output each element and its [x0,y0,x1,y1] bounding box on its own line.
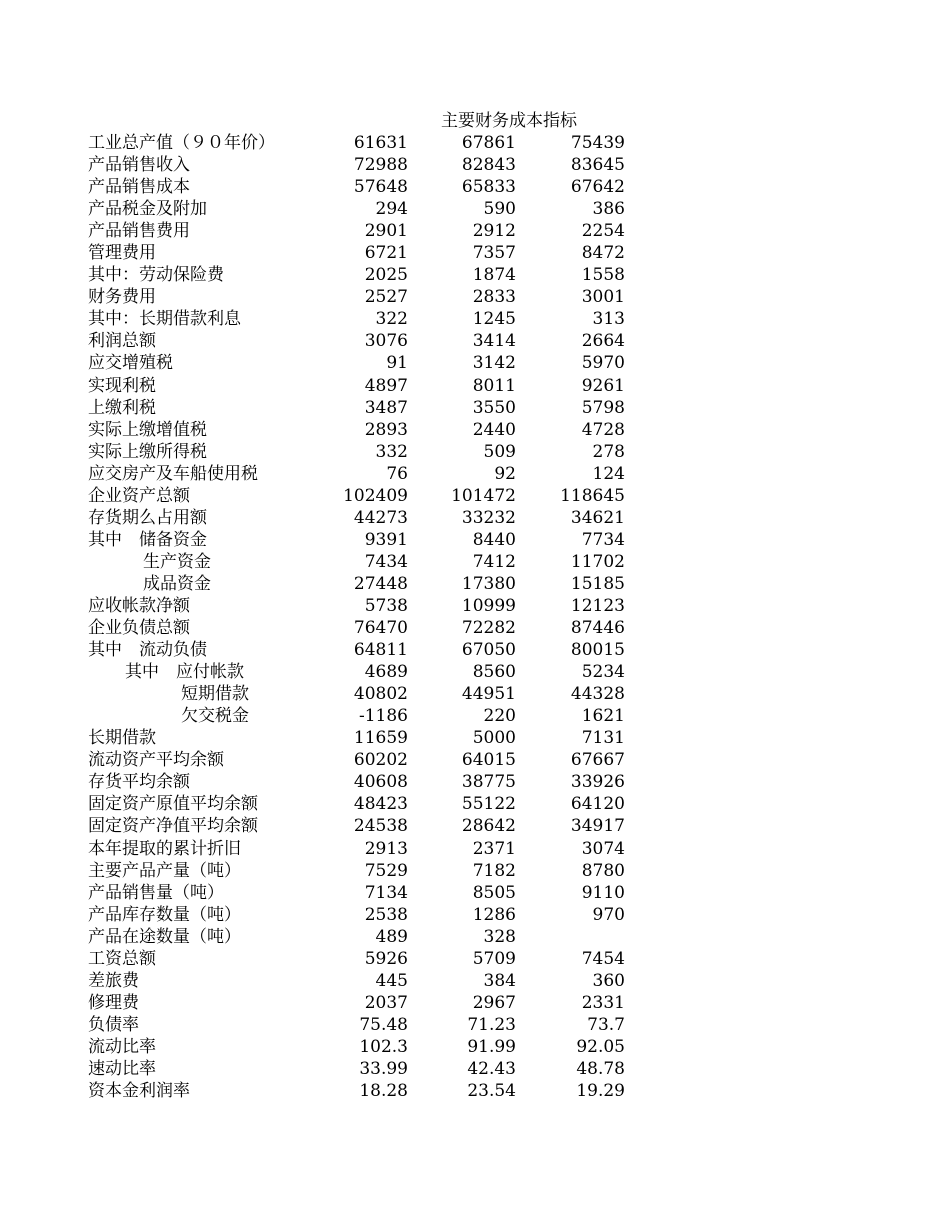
row-label: 欠交税金 [181,706,249,727]
table-row [0,264,950,286]
value-cell-col3: 34917 [570,816,625,837]
value-cell-col3: 5798 [581,397,625,418]
value-cell-col1: 445 [375,970,408,991]
table-row [0,1014,950,1036]
row-label: 生产资金 [143,551,211,572]
value-cell-col1: 76470 [353,618,408,639]
value-cell-col2: 5709 [472,948,516,969]
value-cell-col3: 2254 [581,221,625,242]
value-cell-col3: 67667 [570,750,625,771]
row-label: 主要产品产量（吨） [88,860,241,881]
row-label: 长期借款 [88,728,156,749]
value-cell-col2: 91.99 [467,1036,516,1057]
value-cell-col3: 313 [592,309,625,330]
table-row [0,220,950,242]
value-cell-col2: 7182 [472,860,516,881]
value-cell-col3: 92.05 [576,1036,625,1057]
row-label: 利润总额 [88,331,156,352]
value-cell-col2: 72282 [461,618,516,639]
table-row [0,551,950,573]
row-label: 产品税金及附加 [88,199,207,220]
value-cell-col2: 3142 [472,353,516,374]
table-row [0,419,950,441]
value-cell-col1: 44273 [353,507,408,528]
row-label: 速动比率 [88,1058,156,1079]
table-row [0,926,950,948]
value-cell-col2: 3550 [472,397,516,418]
row-label: 管理费用 [88,243,156,264]
table-row [0,639,950,661]
row-label: 产品销售费用 [88,221,190,242]
row-label: 本年提取的累计折旧 [88,838,241,859]
table-row [0,595,950,617]
value-cell-col3: 360 [592,970,625,991]
table-row [0,176,950,198]
table-row [0,1080,950,1102]
value-cell-col1: 72988 [353,155,408,176]
value-cell-col2: 1245 [472,309,516,330]
value-cell-col3: 7454 [581,948,625,969]
table-row [0,705,950,727]
value-cell-col3: 15185 [570,573,625,594]
table-row [0,727,950,749]
value-cell-col1: 33.99 [359,1058,408,1079]
value-cell-col2: 5000 [472,728,516,749]
table-row [0,132,950,154]
value-cell-col3: 73.7 [587,1014,625,1035]
value-cell-col2: 71.23 [467,1014,516,1035]
table-row [0,793,950,815]
row-label: 差旅费 [88,970,139,991]
value-cell-col3: 1558 [581,265,625,286]
table-row [0,771,950,793]
row-label: 流动资产平均余额 [88,750,224,771]
value-cell-col2: 38775 [461,772,516,793]
value-cell-col2: 23.54 [467,1081,516,1102]
value-cell-col2: 7412 [472,551,516,572]
table-row [0,904,950,926]
value-cell-col3: 48.78 [576,1058,625,1079]
row-label: 实际上缴增值税 [88,419,207,440]
row-label: 应交房产及车船使用税 [88,463,258,484]
row-label: 存货期么占用额 [88,507,207,528]
value-cell-col1: 102409 [343,485,408,506]
value-cell-col1: 75.48 [359,1014,408,1035]
row-label: 其中 流动负债 [88,640,207,661]
value-cell-col2: 2967 [472,992,516,1013]
table-row [0,1036,950,1058]
value-cell-col1: 7434 [364,551,408,572]
row-label: 短期借款 [181,684,249,705]
value-cell-col2: 8011 [472,375,516,396]
value-cell-col1: 57648 [353,177,408,198]
table-row [0,198,950,220]
value-cell-col2: 101472 [451,485,516,506]
table-row [0,308,950,330]
table-row [0,154,950,176]
value-cell-col2: 33232 [461,507,516,528]
value-cell-col2: 17380 [461,573,516,594]
value-cell-col3: 67642 [570,177,625,198]
value-cell-col1: 9391 [364,529,408,550]
value-cell-col3: 11702 [570,551,625,572]
row-label: 应交增殖税 [88,353,173,374]
sheet-title: 主要财务成本指标 [441,111,577,131]
value-cell-col1: 4897 [364,375,408,396]
value-cell-col1: 40608 [353,772,408,793]
value-cell-col2: 2371 [472,838,516,859]
value-cell-col3: 278 [592,441,625,462]
value-cell-col3: 75439 [570,133,625,153]
value-cell-col3: 7131 [581,728,625,749]
value-cell-col2: 509 [483,441,516,462]
value-cell-col2: 1286 [472,904,516,925]
value-cell-col1: 24538 [353,816,408,837]
value-cell-col3: 19.29 [576,1081,625,1102]
row-label: 负债率 [88,1014,139,1035]
table-row [0,749,950,771]
value-cell-col2: 2912 [472,221,516,242]
row-label: 产品销售量（吨） [88,882,224,903]
value-cell-col1: 3076 [364,331,408,352]
value-cell-col3: 2664 [581,331,625,352]
value-cell-col1: 76 [386,463,408,484]
table-row [0,815,950,837]
row-label: 企业负债总额 [88,618,190,639]
value-cell-col3: 64120 [570,794,625,815]
row-label: 实际上缴所得税 [88,441,207,462]
row-label: 固定资产净值平均余额 [88,816,258,837]
value-cell-col3: 8780 [581,860,625,881]
table-row [0,1058,950,1080]
value-cell-col2: 8505 [472,882,516,903]
value-cell-col2: 220 [483,706,516,727]
value-cell-col2: 44951 [461,684,516,705]
value-cell-col2: 28642 [461,816,516,837]
value-cell-col1: 322 [375,309,408,330]
value-cell-col1: 5926 [364,948,408,969]
row-label: 企业资产总额 [88,485,190,506]
value-cell-col2: 384 [483,970,516,991]
value-cell-col1: 91 [386,353,408,374]
value-cell-col1: 11659 [353,728,408,749]
row-label: 产品销售成本 [88,177,190,198]
row-label: 资本金利润率 [88,1081,190,1102]
table-row [0,661,950,683]
value-cell-col3: 83645 [570,155,625,176]
value-cell-col1: 2913 [364,838,408,859]
value-cell-col1: 489 [375,926,408,947]
value-cell-col2: 7357 [472,243,516,264]
value-cell-col3: 124 [592,463,625,484]
value-cell-col2: 65833 [461,177,516,198]
row-label: 财务费用 [88,287,156,308]
value-cell-col2: 590 [483,199,516,220]
value-cell-col1: 2901 [364,221,408,242]
table-row [0,286,950,308]
value-cell-col1: 6721 [364,243,408,264]
value-cell-col1: 2527 [364,287,408,308]
table-row [0,352,950,374]
value-cell-col1: 2538 [364,904,408,925]
row-label: 其中：劳动保险费 [88,265,224,286]
value-cell-col2: 1874 [472,265,516,286]
value-cell-col1: 332 [375,441,408,462]
table-row [0,838,950,860]
value-cell-col1: 48423 [353,794,408,815]
value-cell-col3: 970 [592,904,625,925]
value-cell-col2: 8560 [472,662,516,683]
value-cell-col1: 27448 [353,573,408,594]
table-row [0,992,950,1014]
value-cell-col3: 386 [592,199,625,220]
table-row [0,397,950,419]
value-cell-col1: 5738 [364,595,408,616]
value-cell-col2: 3414 [472,331,516,352]
value-cell-col1: 2037 [364,992,408,1013]
value-cell-col3: 7734 [581,529,625,550]
table-row [0,573,950,595]
table-row [0,375,950,397]
value-cell-col1: 2893 [364,419,408,440]
value-cell-col1: 60202 [353,750,408,771]
table-row [0,330,950,352]
value-cell-col3: 33926 [570,772,625,793]
value-cell-col1: 4689 [364,662,408,683]
row-label: 实现利税 [88,375,156,396]
table-row [0,683,950,705]
row-label: 产品销售收入 [88,155,190,176]
row-label: 其中：长期借款利息 [88,309,241,330]
value-cell-col2: 67050 [461,640,516,661]
value-cell-col3: 80015 [570,640,625,661]
value-cell-col1: 102.3 [359,1036,408,1057]
row-label: 成品资金 [143,573,211,594]
value-cell-col3: 4728 [581,419,625,440]
value-cell-col2: 8440 [472,529,516,550]
value-cell-col2: 328 [483,926,516,947]
row-label: 产品在途数量（吨） [88,926,241,947]
value-cell-col1: 3487 [364,397,408,418]
row-label: 其中 应付帐款 [125,662,244,683]
table-row [0,529,950,551]
value-cell-col3: 5234 [581,662,625,683]
table-row [0,441,950,463]
table-row [0,970,950,992]
value-cell-col2: 55122 [461,794,516,815]
row-label: 修理费 [88,992,139,1013]
table-row [0,463,950,485]
value-cell-col2: 10999 [461,595,516,616]
value-cell-col3: 1621 [581,706,625,727]
value-cell-col2: 2833 [472,287,516,308]
financial-table [0,132,950,1102]
value-cell-col2: 42.43 [467,1058,516,1079]
value-cell-col3: 3074 [581,838,625,859]
row-label: 工业总产值（９０年价） [88,133,275,153]
value-cell-col1: 7134 [364,882,408,903]
table-row [0,617,950,639]
value-cell-col1: 64811 [353,640,408,661]
row-label: 上缴利税 [88,397,156,418]
value-cell-col3: 3001 [581,287,625,308]
value-cell-col1: 40802 [353,684,408,705]
value-cell-col3: 2331 [581,992,625,1013]
value-cell-col1: 2025 [364,265,408,286]
value-cell-col3: 34621 [570,507,625,528]
value-cell-col1: 294 [375,199,408,220]
value-cell-col3: 8472 [581,243,625,264]
table-row [0,948,950,970]
value-cell-col3: 5970 [581,353,625,374]
row-label: 固定资产原值平均余额 [88,794,258,815]
value-cell-col1: 18.28 [359,1081,408,1102]
value-cell-col2: 64015 [461,750,516,771]
row-label: 产品库存数量（吨） [88,904,241,925]
value-cell-col2: 2440 [472,419,516,440]
value-cell-col3: 118645 [560,485,625,506]
row-label: 工资总额 [88,948,156,969]
table-row [0,485,950,507]
value-cell-col3: 12123 [570,595,625,616]
table-row [0,860,950,882]
value-cell-col1: -1186 [358,706,408,727]
value-cell-col3: 44328 [570,684,625,705]
value-cell-col2: 67861 [461,133,516,153]
table-row [0,507,950,529]
value-cell-col1: 61631 [353,133,408,153]
value-cell-col2: 82843 [461,155,516,176]
value-cell-col1: 7529 [364,860,408,881]
table-row [0,882,950,904]
row-label: 存货平均余额 [88,772,190,793]
value-cell-col3: 9261 [581,375,625,396]
value-cell-col3: 9110 [581,882,625,903]
row-label: 应收帐款净额 [88,595,190,616]
row-label: 其中 储备资金 [88,529,207,550]
value-cell-col2: 92 [494,463,516,484]
table-row [0,242,950,264]
row-label: 流动比率 [88,1036,156,1057]
value-cell-col3: 87446 [570,618,625,639]
